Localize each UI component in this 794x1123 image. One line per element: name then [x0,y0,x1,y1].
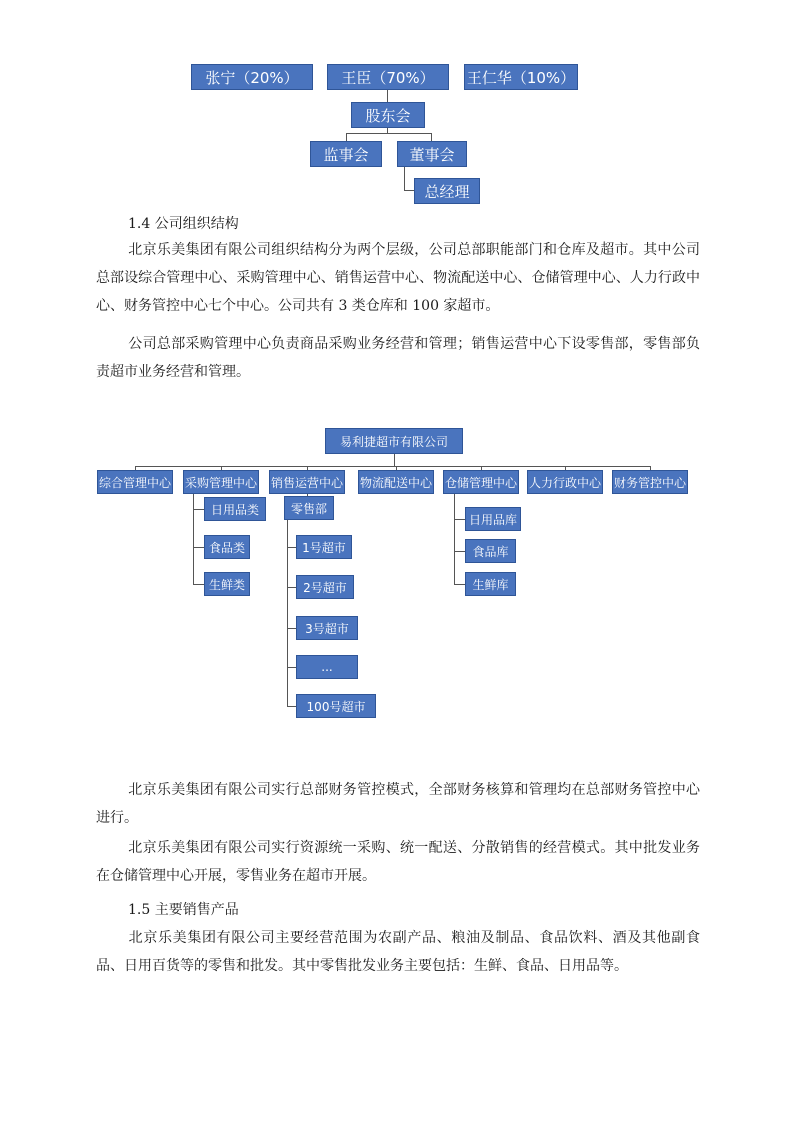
connector-line [193,494,194,585]
store-box-ellipsis: ... [296,655,358,679]
store-box-1: 1号超市 [296,535,352,559]
shareholder-box-wangchen: 王臣（70%） [327,64,449,90]
warehouse-box-daily-goods: 日用品库 [465,507,521,531]
connector-line [454,519,465,520]
connector-line [394,454,395,466]
paragraph-text: 北京乐美集团有限公司主要经营范围为农副产品、粮油及制品、食品饮料、酒及其他副食品、日用百货等的零售和批发。其中零售批发业务主要包括：生鲜、食品、日用品等。 [96,930,700,974]
shareholder-box-wangrenhua: 王仁华（10%） [464,64,578,90]
warehouse-box-fresh: 生鲜库 [465,572,516,596]
paragraph [96,924,700,980]
connector-line [193,584,204,585]
paragraph [96,330,700,386]
connector-line [287,706,296,707]
center-box-general-management: 综合管理中心 [97,470,173,494]
section-heading-1-4: 1.4 公司组织结构 [128,216,239,232]
shareholders-meeting-box: 股东会 [351,102,425,128]
retail-dept-box: 零售部 [284,496,334,520]
store-box-2: 2号超市 [296,575,354,599]
shareholder-box-zhangning: 张宁（20%） [191,64,313,90]
paragraph-text: 北京乐美集团有限公司组织结构分为两个层级，公司总部职能部门和仓库及超市。其中公司总部设综合管理中心、采购管理中心、销售运营中心、物流配送中心、仓储管理中心、人力行政中心、财务管控中心七个中心。公司共有 3 类仓库和 100 家超市。 [96,242,700,314]
center-box-finance: 财务管控中心 [612,470,688,494]
paragraph [96,834,700,890]
connector-line [287,547,296,548]
paragraph-text: 北京乐美集团有限公司实行总部财务管控模式，全部财务核算和管理均在总部财务管控中心进行。 [96,782,700,826]
store-box-3: 3号超市 [296,616,358,640]
connector-line [287,667,296,668]
paragraph-text: 公司总部采购管理中心负责商品采购业务经营和管理；销售运营中心下设零售部，零售部负责超市业务经营和管理。 [96,336,700,380]
connector-line [454,494,455,585]
connector-line [346,133,347,141]
connector-line [387,90,388,102]
center-box-sales-operations: 销售运营中心 [269,470,345,494]
org-root-box: 易利捷超市有限公司 [325,428,463,454]
store-box-100: 100号超市 [296,694,376,718]
connector-line [193,509,204,510]
connector-line [287,587,296,588]
connector-line [404,167,405,191]
connector-line [431,133,432,141]
center-box-logistics: 物流配送中心 [358,470,434,494]
center-box-purchasing: 采购管理中心 [183,470,259,494]
warehouse-box-food: 食品库 [465,539,516,563]
paragraph-text: 北京乐美集团有限公司实行资源统一采购、统一配送、分散销售的经营模式。其中批发业务在仓储管理中心开展，零售业务在超市开展。 [96,840,700,884]
connector-line [454,584,465,585]
board-of-directors-box: 董事会 [397,141,467,167]
connector-line [346,133,432,134]
connector-line [287,520,288,707]
connector-line [404,190,414,191]
connector-line [454,551,465,552]
paragraph [96,776,700,832]
connector-line [287,628,296,629]
category-box-fresh: 生鲜类 [204,572,250,596]
section-heading-1-5: 1.5 主要销售产品 [128,902,239,918]
center-box-hr-admin: 人力行政中心 [527,470,603,494]
category-box-daily-goods: 日用品类 [204,497,266,521]
center-box-warehousing: 仓储管理中心 [443,470,519,494]
category-box-food: 食品类 [204,535,250,559]
general-manager-box: 总经理 [414,178,480,204]
paragraph [96,236,700,320]
supervisory-board-box: 监事会 [310,141,382,167]
connector-line [193,547,204,548]
connector-line [135,466,650,467]
